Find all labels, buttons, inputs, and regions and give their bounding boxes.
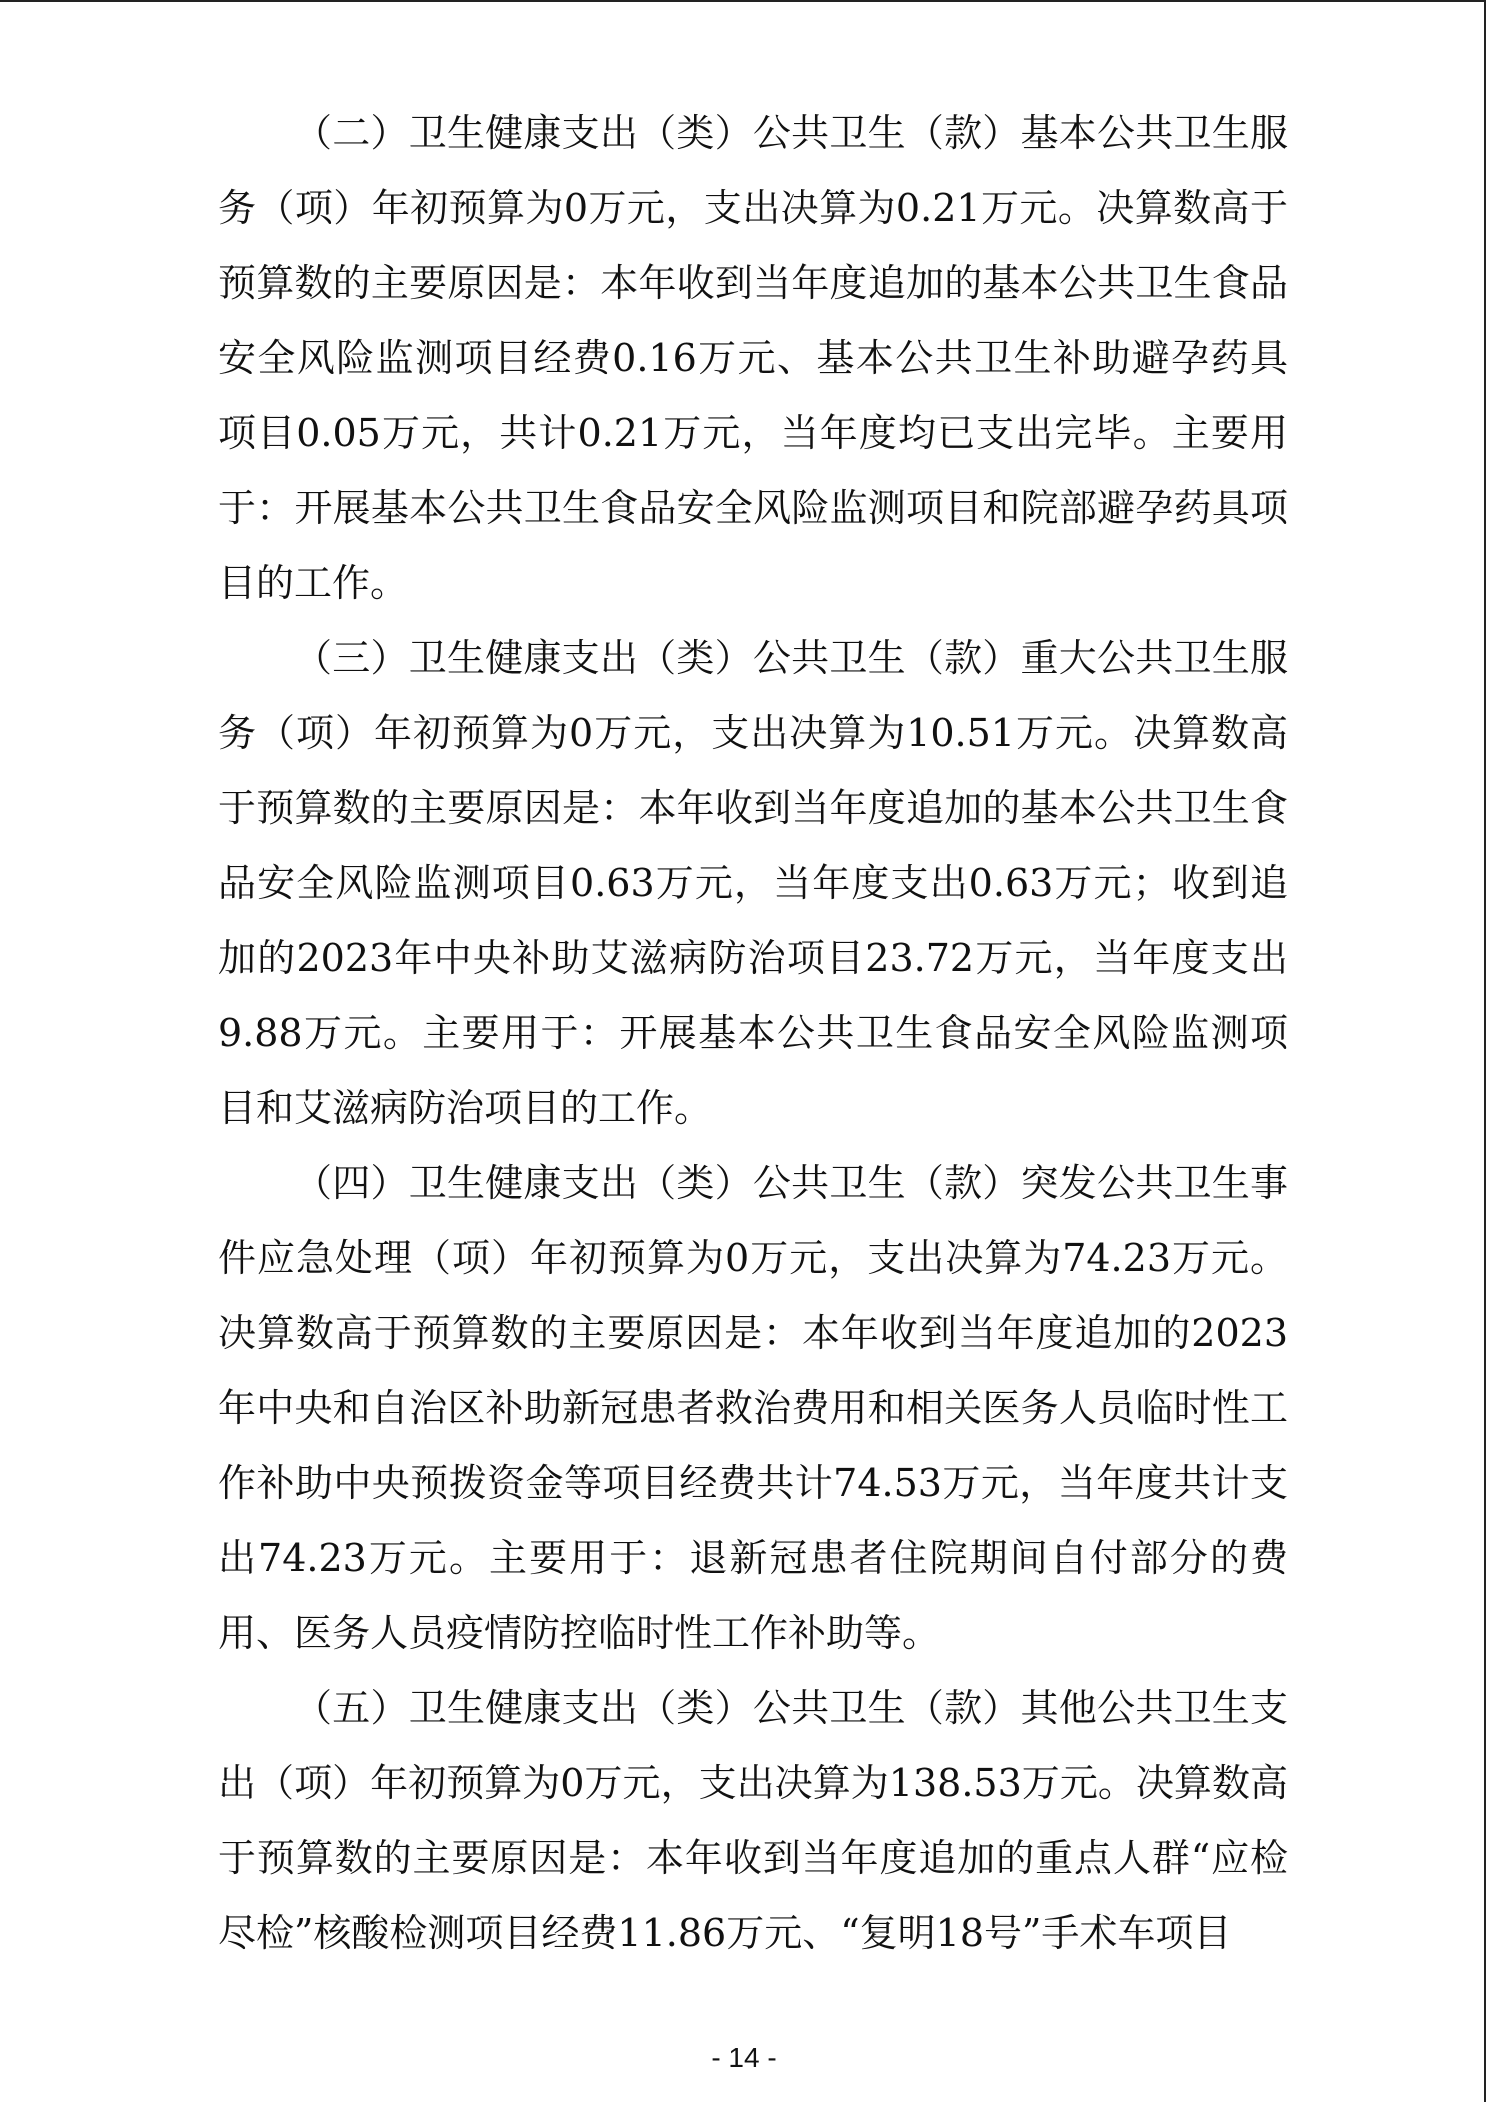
paragraph-other-public-health: （五）卫生健康支出（类）公共卫生（款）其他公共卫生支出（项）年初预算为0万元，支出决算为138.53万元。决算数高于预算数的主要原因是：本年收到当年度追加的重点人群“应检尽检”核酸检测项目经费11.86万元、“复明18号”手术车项目 [218,1686,1288,1955]
paragraph-major-public-health: （三）卫生健康支出（类）公共卫生（款）重大公共卫生服务（项）年初预算为0万元，支出决算为10.51万元。决算数高于预算数的主要原因是：本年收到当年度追加的基本公共卫生食品安全风险监测项目0.63万元，当年度支出0.63万元；收到追加的2023年中央补助艾滋病防治项目23.72万元，当年度支出9.88万元。主要用于：开展基本公共卫生食品安全风险监测项目和艾滋病防治项目的工作。 [218,636,1288,1130]
page-number: - 14 - [711,2042,777,2073]
document-body [218,96,1288,1971]
paragraph-basic-public-health: （二）卫生健康支出（类）公共卫生（款）基本公共卫生服务（项）年初预算为0万元，支出决算为0.21万元。决算数高于预算数的主要原因是：本年收到当年度追加的基本公共卫生食品安全风险监测项目经费0.16万元、基本公共卫生补助避孕药具项目0.05万元，共计0.21万元，当年度均已支出完毕。主要用于：开展基本公共卫生食品安全风险监测项目和院部避孕药具项目的工作。 [218,111,1288,605]
paragraph-emergency-public-health: （四）卫生健康支出（类）公共卫生（款）突发公共卫生事件应急处理（项）年初预算为0万元，支出决算为74.23万元。决算数高于预算数的主要原因是：本年收到当年度追加的2023年中央和自治区补助新冠患者救治费用和相关医务人员临时性工作补助中央预拨资金等项目经费共计74.53万元，当年度共计支出74.23万元。主要用于：退新冠患者住院期间自付部分的费用、医务人员疫情防控临时性工作补助等。 [218,1161,1288,1655]
